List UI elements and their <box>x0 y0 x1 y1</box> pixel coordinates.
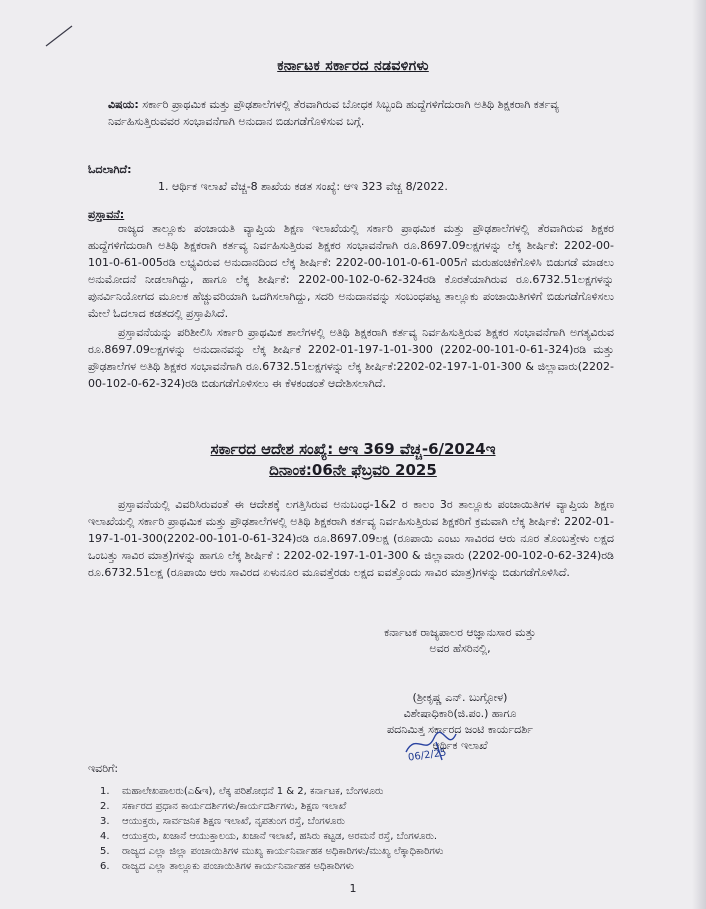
document-title: ಕರ್ನಾಟಕ ಸರ್ಕಾರದ ನಡವಳಿಗಳು <box>277 58 429 74</box>
cc-list <box>100 784 620 874</box>
page-number: 1 <box>349 882 357 895</box>
reference-label: ಓದಲಾಗಿದೆ: <box>88 163 132 176</box>
signature-line-2: ಅವರ ಹೆಸರಿನಲ್ಲಿ, <box>429 642 491 655</box>
order-number: ಸರ್ಕಾರದ ಆದೇಶ ಸಂಖ್ಯೆ: ಆಇ 369 ವೆಚ್ಚ-6/2024ಇ <box>210 440 496 458</box>
order-paragraph: ಪ್ರಸ್ತಾವನೆಯಲ್ಲಿ ವಿವರಿಸಿರುವಂತೆ ಈ ಆದೇಶಕ್ಕೆ ಲಗತ್ತಿಸಿರುವ ಅನುಬಂಧ-1&2 ರ ಕಾಲಂ 3ರ ತಾಲ್ಲೂಕು ಪಂಚಾಯಿತಿಗಳ ವ್ಯಾಪ್ತಿಯ ಶಿಕ್ಷಣ ಇಲಾಖೆಯಲ್ಲಿ ಸರ್ಕಾರಿ ಪ್ರಾಥಮಿಕ ಮತ್ತು ಪ್ರೌಢಶಾಲೆಗಳಲ್ಲಿ ಅತಿಥಿ ಶಿಕ್ಷಕರಾಗಿ ಕರ್ತವ್ಯ ನಿರ್ವಹಿಸುತ್ತಿರುವ ಶಿಕ್ಷಕರಿಗೆ ಕ್ರಮವಾಗಿ ಲೆಕ್ಕ ಶೀರ್ಷಿಕೆ: 2202-01-197-1-01-300(2202-00-101-0-61-324)ರಡಿ ರೂ.8697.09ಲಕ್ಷ (ರೂಪಾಯಿ ಎಂಟು ಸಾವಿರದ ಆರು ನೂರ ತೊಂಬತ್ತೇಳು ಲಕ್ಷದ ಒಂಬತ್ತು ಸಾವಿರ ಮಾತ್ರ)ಗಳನ್ನು ಹಾಗೂ ಲೆಕ್ಕ ಶೀರ್ಷಿಕೆ : 2202-02-197-1-01-300 & ಜಿಲ್ಲಾವಾರು (2202-00-102-0-62-324)ರಡಿ ರೂ.6732.51ಲಕ್ಷ (ರೂಪಾಯಿ ಆರು ಸಾವಿರದ ಏಳುನೂರ ಮೂವತ್ತೆರಡು ಲಕ್ಷದ ಐವತ್ತೊಂದು ಸಾವಿರ ಮಾತ್ರ)ಗಳನ್ನು ಬಿಡುಗಡೆಗೊಳಿಸಿದೆ. <box>88 498 614 579</box>
preamble-paragraph-1: ರಾಜ್ಯದ ತಾಲ್ಲೂಕು ಪಂಚಾಯತಿ ವ್ಯಾಪ್ತಿಯ ಶಿಕ್ಷಣ ಇಲಾಖೆಯಲ್ಲಿ ಸರ್ಕಾರಿ ಪ್ರಾಥಮಿಕ ಮತ್ತು ಪ್ರೌಢಶಾಲೆಗಳಲ್ಲಿ ತೆರವಾಗಿರುವ ಶಿಕ್ಷಕರ ಹುದ್ದೆಗಳಿಗೆದುರಾಗಿ ಅತಿಥಿ ಶಿಕ್ಷಕರಾಗಿ ಕರ್ತವ್ಯ ನಿರ್ವಹಿಸುತ್ತಿರುವ ಶಿಕ್ಷಕರ ಸಂಭಾವನೆಗಾಗಿ ರೂ.8697.09ಲಕ್ಷಗಳನ್ನು ಲೆಕ್ಕ ಶೀರ್ಷಿಕೆ: 2202-00-101-0-61-005ರಡಿ ಲಭ್ಯವಿರುವ ಅನುದಾನದಿಂದ ಲೆಕ್ಕ ಶೀರ್ಷಿಕೆ: 2202-00-101-0-61-005ಗೆ ಮರುಹಂಚಿಕೆಗೊಳಿಸಿ ಬಿಡುಗಡೆ ಮಾಡಲು ಅನುಮೋದನೆ ನೀಡಲಾಗಿದ್ದು, ಹಾಗೂ ಲೆಕ್ಕ ಶೀರ್ಷಿಕೆ: 2202-00-102-0-62-324ರಡಿ ಕೊರತೆಯಾಗಿರುವ ರೂ.6732.51ಲಕ್ಷಗಳನ್ನು ಪುನರ್ವಿನಿಯೋಗದ ಮೂಲಕ ಹೆಚ್ಚುವರಿಯಾಗಿ ಒದಗಿಸಲಾಗಿದ್ದು, ಸದರಿ ಅನುದಾನವನ್ನು ಸಂಬಂಧಪಟ್ಟ ತಾಲ್ಲೂಕು ಪಂಚಾಯಿತಿಗಳಿಗೆ ಬಿಡುಗಡೆಗೊಳಿಸಲು ಮೇಲೆ ಓದಲಾದ ಕಡತದಲ್ಲಿ ಪ್ರಸ್ತಾಪಿಸಿದೆ. <box>88 222 614 320</box>
cc-item: 6. ರಾಜ್ಯದ ಎಲ್ಲಾ ತಾಲ್ಲೂಕು ಪಂಚಾಯಿತಿಗಳ ಕಾರ್ಯನಿರ್ವಾಹಕ ಅಧಿಕಾರಿಗಳು <box>100 861 354 872</box>
handwritten-date: 06/2/25 <box>407 747 448 764</box>
preamble-label: ಪ್ರಸ್ತಾವನೆ: <box>88 208 125 221</box>
order-body <box>88 496 614 583</box>
pen-stroke-mark <box>44 24 74 48</box>
signature-authority <box>300 625 620 657</box>
signatory-department: ಆರ್ಥಿಕ ಇಲಾಖೆ <box>432 739 488 752</box>
reference-item: 1. ಆರ್ಥಿಕ ಇಲಾಖೆ ವೆಚ್ಚ-8 ಶಾಖೆಯ ಕಡತ ಸಂಖ್ಯೆ: ಆಇ 323 ವೆಚ್ಚ 8/2022. <box>158 180 448 193</box>
cc-item: 3. ಆಯುಕ್ತರು, ಸಾರ್ವಜನಿಕ ಶಿಕ್ಷಣ ಇಲಾಖೆ, ನೃಪತುಂಗ ರಸ್ತೆ, ಬೆಂಗಳೂರು <box>100 816 345 827</box>
cc-item: 5. ರಾಜ್ಯದ ಎಲ್ಲಾ ಜಿಲ್ಲಾ ಪಂಚಾಯಿತಿಗಳ ಮುಖ್ಯ ಕಾರ್ಯನಿರ್ವಾಹಕ ಅಧಿಕಾರಿಗಳು/ಮುಖ್ಯ ಲೆಕ್ಕಾಧಿಕಾರಿಗಳು <box>100 846 444 857</box>
signatory-name: (ಶ್ರೀಕೃಷ್ಣ ಎನ್. ಬುಗ್ಗೋಳ) <box>412 691 508 704</box>
preamble-paragraph-2: ಪ್ರಸ್ತಾವನೆಯನ್ನು ಪರಿಶೀಲಿಸಿ ಸರ್ಕಾರಿ ಪ್ರಾಥಮಿಕ ಶಾಲೆಗಳಲ್ಲಿ ಅತಿಥಿ ಶಿಕ್ಷಕರಾಗಿ ಕರ್ತವ್ಯ ನಿರ್ವಹಿಸುತ್ತಿರುವ ಶಿಕ್ಷಕರ ಸಂಭಾವನೆಗಾಗಿ ಅಗತ್ಯವಿರುವ ರೂ.8697.09ಲಕ್ಷಗಳನ್ನು ಅನುದಾನವನ್ನು ಲೆಕ್ಕ ಶೀರ್ಷಿಕೆ 2202-01-197-1-01-300 (2202-00-101-0-61-324)ರಡಿ ಮತ್ತು ಪ್ರೌಢಶಾಲೆಗಳ ಅತಿಥಿ ಶಿಕ್ಷಕರ ಸಂಭಾವನೆಗಾಗಿ ರೂ.6732.51ಲಕ್ಷಗಳನ್ನು ಲೆಕ್ಕ ಶೀರ್ಷಿಕೆ:2202-02-197-1-01-300 & ಜಿಲ್ಲಾವಾರು(2202-00-102-0-62-324)ರಡಿ ಬಿಡುಗಡೆಗೊಳಿಸಲು ಈ ಕೆಳಕಂಡಂತೆ ಆದೇಶಿಸಲಾಗಿದೆ. <box>88 326 614 390</box>
cc-item: 2. ಸರ್ಕಾರದ ಪ್ರಧಾನ ಕಾರ್ಯದರ್ಶಿಗಳು/ಕಾರ್ಯದರ್ಶಿಗಳು, ಶಿಕ್ಷಣ ಇಲಾಖೆ <box>100 801 347 812</box>
signature-line-1: ಕರ್ನಾಟಕ ರಾಜ್ಯಪಾಲರ ಆಜ್ಞಾನುಸಾರ ಮತ್ತು <box>384 626 536 639</box>
preamble-body <box>88 220 614 394</box>
signatory-designation-2: ಪದನಿಮಿತ್ತ ಸರ್ಕಾರದ ಜಂಟಿ ಕಾರ್ಯದರ್ಶಿ <box>387 723 533 736</box>
cc-item: 1. ಮಹಾಲೇಖಪಾಲರು(ಎ&ಇ), ಲೆಕ್ಕ ಪರಿಶೋಧನೆ 1 & 2, ಕರ್ನಾಟಕ, ಬೆಂಗಳೂರು <box>100 786 384 797</box>
signatory-designation-1: ವಿಶೇಷಾಧಿಕಾರಿ(ಜಿ.ಪಂ.) ಹಾಗೂ <box>403 707 517 720</box>
subject-label: ವಿಷಯ: <box>108 98 139 111</box>
subject-text: ಸರ್ಕಾರಿ ಪ್ರಾಥಮಿಕ ಮತ್ತು ಪ್ರೌಢಶಾಲೆಗಳಲ್ಲಿ ತೆರವಾಗಿರುವ ಬೋಧಕ ಸಿಬ್ಬಂದಿ ಹುದ್ದೆಗಳಿಗೆದುರಾಗಿ ಅತಿಥಿ ಶಿಕ್ಷಕರಾಗಿ ಕರ್ತವ್ಯ ನಿರ್ವಹಿಸುತ್ತಿರುವವರ ಸಂಭಾವನೆಗಾಗಿ ಅನುದಾನ ಬಿಡುಗಡೆಗೊಳಿಸುವ ಬಗ್ಗೆ. <box>108 98 559 128</box>
cc-item: 4. ಆಯುಕ್ತರು, ಖಜಾನೆ ಆಯುಕ್ತಾಲಯ, ಖಜಾನೆ ಇಲಾಖೆ, ಹಸಿರು ಕಟ್ಟಡ, ಅರಮನೆ ರಸ್ತೆ, ಬೆಂಗಳೂರು. <box>100 831 438 842</box>
cc-label: ಇವರಿಗೆ: <box>88 762 119 775</box>
order-date: ದಿನಾಂಕ:06ನೇ ಫೆಬ್ರವರಿ 2025 <box>269 461 437 479</box>
subject-block <box>108 96 613 130</box>
